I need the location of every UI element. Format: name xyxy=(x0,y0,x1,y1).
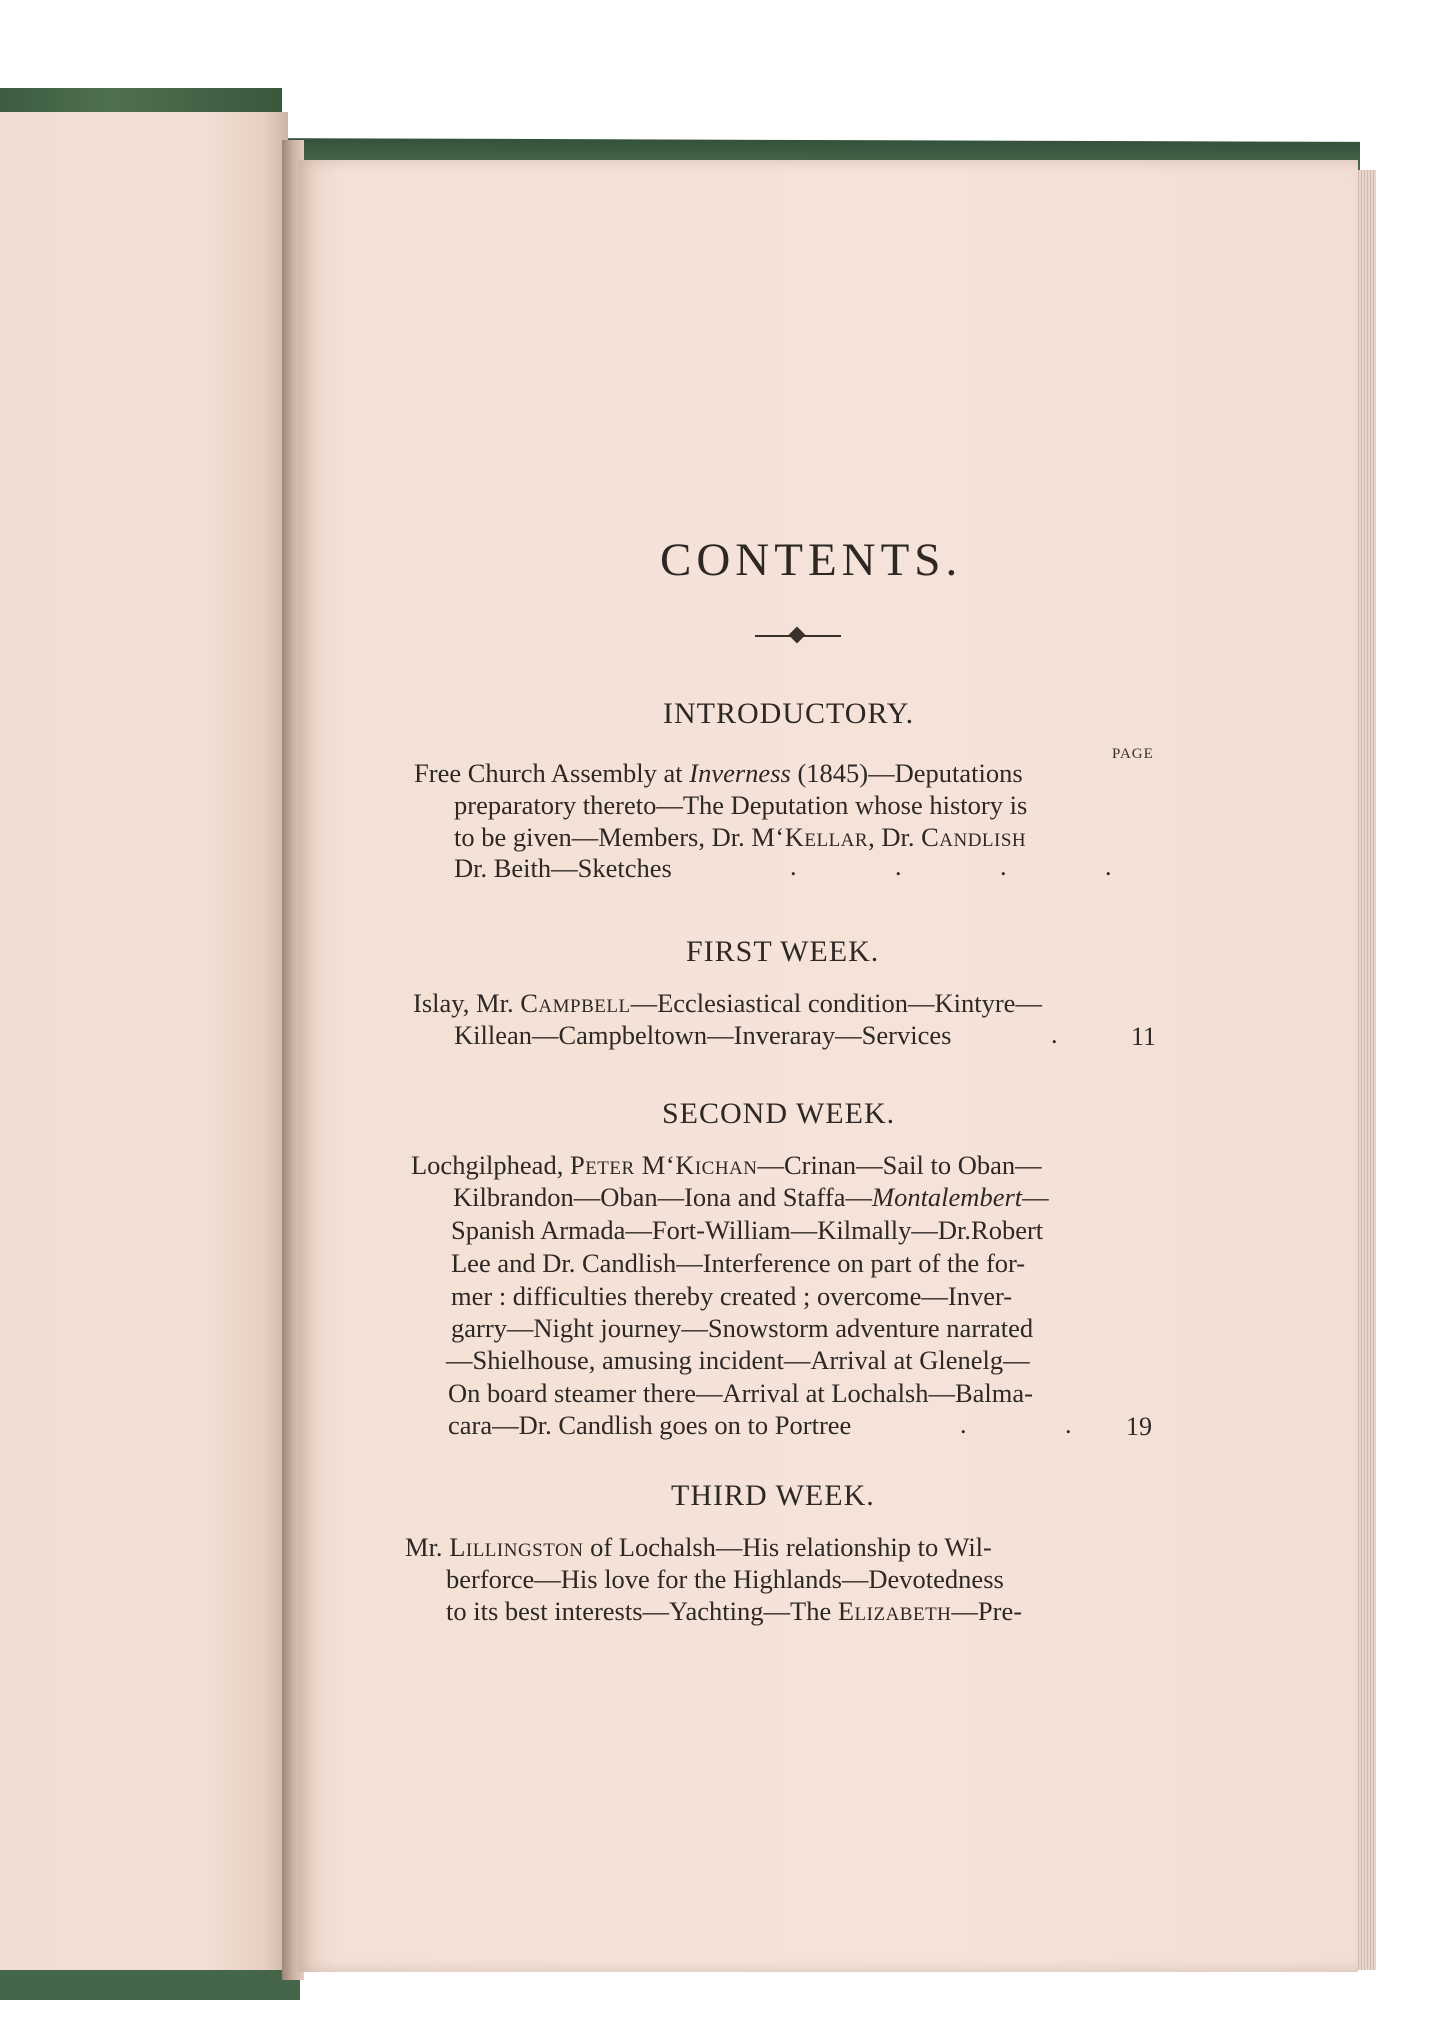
page-number: 11 xyxy=(1131,1022,1157,1051)
dot-leader: . . . . xyxy=(790,852,1158,881)
entry-line: On board steamer there—Arrival at Lochalsh—Balma- xyxy=(448,1378,1033,1408)
page-column-label: PAGE xyxy=(1112,746,1154,762)
section-heading-second-week: SECOND WEEK. xyxy=(662,1097,896,1130)
entry-line: Mr. Lillingston of Lochalsh—His relationship to Wil- xyxy=(405,1532,992,1562)
page-edges xyxy=(1356,170,1376,1970)
contents-page xyxy=(298,160,1358,1972)
section-heading-first-week: FIRST WEEK. xyxy=(686,935,880,968)
section-heading-third-week: THIRD WEEK. xyxy=(671,1479,875,1512)
page-title: CONTENTS. xyxy=(660,534,963,586)
entry-line: mer : difficulties thereby created ; overcome—Inver- xyxy=(451,1281,1013,1311)
blank-left-page xyxy=(0,112,288,1970)
entry-line: —Shielhouse, amusing incident—Arrival at Glenelg— xyxy=(446,1345,1030,1375)
entry-line: Islay, Mr. Campbell—Ecclesiastical condition—Kintyre— xyxy=(413,988,1042,1018)
entry-line: garry—Night journey—Snowstorm adventure narrated xyxy=(451,1313,1034,1343)
entry-line: Spanish Armada—Fort-William—Kilmally—Dr.Robert xyxy=(451,1215,1044,1245)
page-number: 19 xyxy=(1126,1412,1152,1441)
entry-line: Lee and Dr. Candlish—Interference on part of the for- xyxy=(451,1248,1026,1278)
entry-line: Dr. Beith—Sketches xyxy=(454,853,672,883)
entry-line: berforce—His love for the Highlands—Devotedness xyxy=(446,1564,1004,1594)
entry-line: to be given—Members, Dr. M‘Kellar, Dr. Candlish xyxy=(454,822,1027,852)
entry-line: Lochgilphead, Peter M‘Kichan—Crinan—Sail to Oban— xyxy=(411,1150,1042,1180)
dot-leader: . . xyxy=(960,1410,1118,1439)
title-ornament xyxy=(755,626,841,646)
dot-leader: . xyxy=(1051,1020,1104,1049)
entry-line: Free Church Assembly at Inverness (1845)—Deputations xyxy=(414,758,1023,788)
entry-line: Kilbrandon—Oban—Iona and Staffa—Montalembert— xyxy=(453,1182,1049,1212)
entry-line: to its best interests—Yachting—The Elizabeth—Pre- xyxy=(446,1596,1023,1626)
section-heading-introductory: INTRODUCTORY. xyxy=(663,697,915,730)
entry-line: preparatory thereto—The Deputation whose history is xyxy=(454,790,1028,820)
entry-line: Killean—Campbeltown—Inveraray—Services xyxy=(454,1020,952,1050)
entry-line: cara—Dr. Candlish goes on to Portree xyxy=(448,1410,852,1440)
